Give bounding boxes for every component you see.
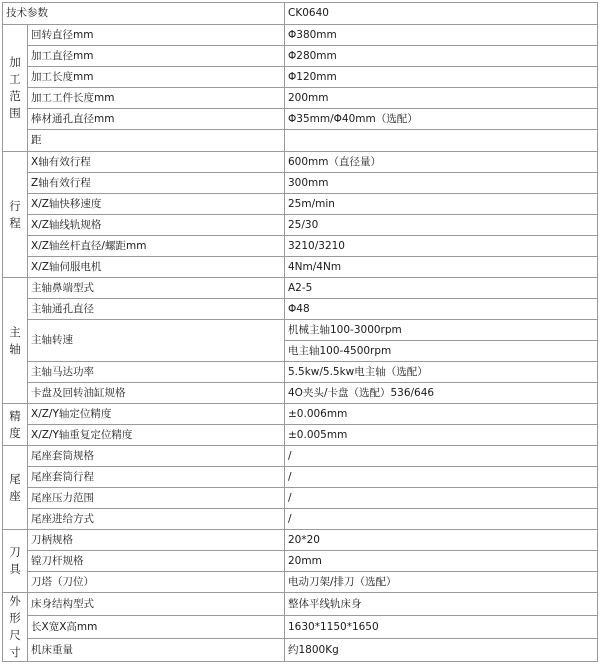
- param-name: 主轴通孔直径: [28, 299, 285, 320]
- category-cell: [3, 152, 28, 278]
- param-value: 3210/3210: [285, 236, 598, 257]
- param-name: 加工直径mm: [28, 46, 285, 67]
- table-row: [3, 130, 598, 152]
- header-row: [3, 3, 598, 25]
- category-label: 行程: [9, 198, 21, 230]
- param-value: 5.5kw/5.5kw电主轴（选配）: [285, 362, 598, 383]
- param-name: X/Z/Y轴重复定位精度: [28, 425, 285, 446]
- table-row: [3, 215, 598, 236]
- table-row: [3, 593, 598, 616]
- param-value: 4O夹头/卡盘（选配）536/646: [285, 383, 598, 404]
- param-value: Φ280mm: [285, 46, 598, 67]
- table-row: [3, 488, 598, 509]
- category-cell: [3, 25, 28, 152]
- table-row: [3, 236, 598, 257]
- param-value: 1630*1150*1650: [285, 616, 598, 639]
- param-name: 床身结构型式: [28, 593, 285, 616]
- param-name: 尾座压力范围: [28, 488, 285, 509]
- param-name: X/Z轴伺服电机: [28, 257, 285, 278]
- param-value: 机械主轴100-3000rpm: [285, 320, 598, 341]
- category-label: 精度: [9, 408, 21, 440]
- param-name: 尾座进给方式: [28, 509, 285, 530]
- spec-table: [2, 2, 598, 662]
- category-label: 主轴: [9, 324, 21, 356]
- table-row: [3, 25, 598, 46]
- table-row: [3, 278, 598, 299]
- category-cell: [3, 278, 28, 404]
- table-row: [3, 425, 598, 446]
- table-row: [3, 404, 598, 425]
- category-cell: [3, 404, 28, 446]
- table-row: [3, 572, 598, 593]
- table-row: [3, 46, 598, 67]
- param-value: 25/30: [285, 215, 598, 236]
- header-label: 技术参数: [3, 3, 285, 25]
- param-value: 约1800Kg: [285, 639, 598, 662]
- spec-sheet: [2, 2, 597, 662]
- param-name: 棒材通孔直径mm: [28, 109, 285, 130]
- param-value: 25m/min: [285, 194, 598, 215]
- param-value: 20*20: [285, 530, 598, 551]
- table-row: [3, 67, 598, 88]
- param-value: /: [285, 488, 598, 509]
- param-name: 回转直径mm: [28, 25, 285, 46]
- param-value: 4Nm/4Nm: [285, 257, 598, 278]
- param-value: [285, 130, 598, 152]
- param-value: 600mm（直径量）: [285, 152, 598, 173]
- category-cell: [3, 593, 28, 662]
- param-name: X/Z轴丝杆直径/螺距mm: [28, 236, 285, 257]
- table-row: [3, 467, 598, 488]
- param-name: 机床重量: [28, 639, 285, 662]
- param-value: A2-5: [285, 278, 598, 299]
- param-name: X轴有效行程: [28, 152, 285, 173]
- category-cell: [3, 446, 28, 530]
- table-row: [3, 88, 598, 109]
- category-label: 刀具: [9, 545, 21, 576]
- table-row: [3, 173, 598, 194]
- table-row: [3, 320, 598, 341]
- category-label: 加工范围: [9, 55, 21, 120]
- table-row: [3, 530, 598, 551]
- category-label: 尾座: [9, 471, 21, 503]
- param-name: 加工工件长度mm: [28, 88, 285, 109]
- table-row: [3, 299, 598, 320]
- param-name: 主轴鼻端型式: [28, 278, 285, 299]
- table-row: [3, 616, 598, 639]
- param-value: Φ48: [285, 299, 598, 320]
- param-value: 电主轴100-4500rpm: [285, 341, 598, 362]
- param-value: Φ380mm: [285, 25, 598, 46]
- table-row: [3, 194, 598, 215]
- category-cell: [3, 530, 28, 593]
- param-name: 主轴转速: [28, 320, 285, 362]
- param-name: 距: [28, 130, 285, 152]
- param-name: 尾座套筒行程: [28, 467, 285, 488]
- param-name: X/Z轴线轨规格: [28, 215, 285, 236]
- table-row: [3, 109, 598, 130]
- table-row: [3, 362, 598, 383]
- param-value: 20mm: [285, 551, 598, 572]
- param-value: 300mm: [285, 173, 598, 194]
- param-value: /: [285, 446, 598, 467]
- param-name: X/Z轴快移速度: [28, 194, 285, 215]
- param-name: 刀柄规格: [28, 530, 285, 551]
- param-name: 卡盘及回转油缸规格: [28, 383, 285, 404]
- param-name: 长X宽X高mm: [28, 616, 285, 639]
- param-name: Z轴有效行程: [28, 173, 285, 194]
- param-value: Φ35mm/Φ40mm（选配）: [285, 109, 598, 130]
- param-name: 尾座套筒规格: [28, 446, 285, 467]
- param-value: /: [285, 509, 598, 530]
- param-name: 主轴马达功率: [28, 362, 285, 383]
- table-row: [3, 257, 598, 278]
- param-value: ±0.006mm: [285, 404, 598, 425]
- table-row: [3, 551, 598, 572]
- table-row: [3, 639, 598, 662]
- category-label: 外形尺寸: [9, 594, 21, 659]
- table-row: [3, 509, 598, 530]
- param-name: 刀塔（刀位）: [28, 572, 285, 593]
- param-name: 镗刀杆规格: [28, 551, 285, 572]
- param-value: 200mm: [285, 88, 598, 109]
- param-name: X/Z/Y轴定位精度: [28, 404, 285, 425]
- param-value: /: [285, 467, 598, 488]
- table-row: [3, 383, 598, 404]
- param-value: 电动刀架/排刀（选配）: [285, 572, 598, 593]
- table-row: [3, 446, 598, 467]
- table-row: [3, 152, 598, 173]
- param-value: ±0.005mm: [285, 425, 598, 446]
- param-value: 整体平线轨床身: [285, 593, 598, 616]
- param-name: 加工长度mm: [28, 67, 285, 88]
- param-value: Φ120mm: [285, 67, 598, 88]
- header-value: CK0640: [285, 3, 598, 25]
